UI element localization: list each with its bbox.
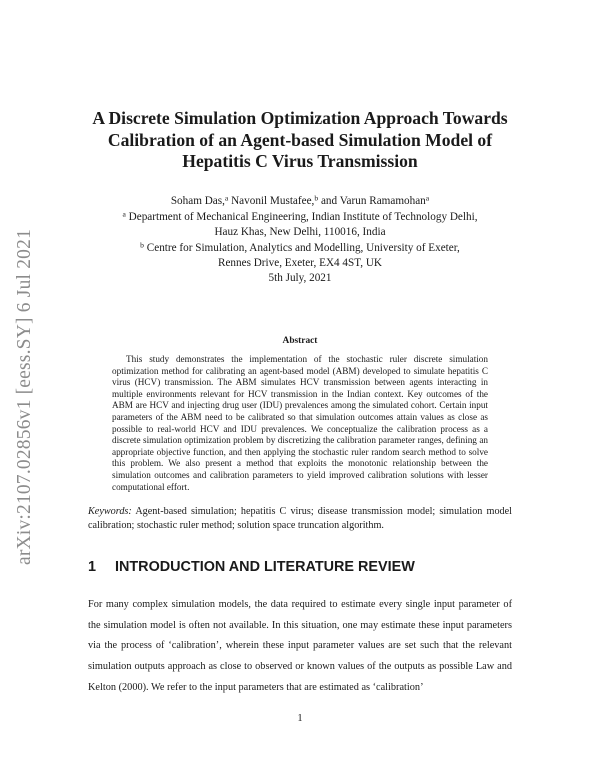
keywords: [88, 505, 512, 533]
section-heading: [88, 559, 512, 575]
affiliation-marker: a: [224, 193, 229, 203]
section-title: INTRODUCTION AND LITERATURE REVIEW: [115, 559, 415, 575]
affiliation-a-line2: Hauz Khas, New Delhi, 110016, India: [214, 226, 386, 238]
affiliation-text: Department of Mechanical Engineering, Indian Institute of Technology Delhi,: [128, 210, 478, 223]
affiliation-text: Centre for Simulation, Analytics and Modelling, University of Exeter,: [146, 241, 460, 254]
paper-title: [88, 108, 512, 173]
author-block: [88, 194, 512, 272]
affiliation-marker: a: [425, 193, 430, 203]
paper-date: 5th July, 2021: [268, 272, 332, 284]
intro-paragraph: For many complex simulation models, the data required to estimate every single input parameter of the simulation model is often not available. In this situation, one may estimate these input parameters via the process of ‘calibration’, wherein these input parameter values are set such that the relevant simulation outputs approach as close to observed or known values of the outputs as possible Law and Kelton (2000). We refer to the input parameters that are estimated as ‘calibration’: [88, 599, 512, 693]
affiliation-marker: a: [122, 209, 126, 219]
author-name: Navonil Mustafee,: [231, 195, 315, 207]
affiliation-b: [88, 241, 512, 257]
author-name: Soham Das,: [170, 195, 225, 207]
keywords-text: Agent-based simulation; hepatitis C virus; disease transmission model; simulation model calibration; stochastic ruler method; solution space truncation algorithm.: [88, 506, 512, 531]
affiliation-a: [88, 210, 512, 226]
author-name: and Varun Ramamohan: [320, 195, 426, 207]
abstract-heading: Abstract: [282, 336, 318, 346]
arxiv-identifier: arXiv:2107.02856v1 [eess.SY] 6 Jul 2021: [14, 228, 35, 565]
keywords-label: Keywords:: [88, 506, 132, 517]
section-number: 1: [88, 559, 97, 575]
affiliation-marker: b: [140, 240, 144, 250]
title-line: Hepatitis C Virus Transmission: [182, 151, 418, 171]
title-line: A Discrete Simulation Optimization Approach Towards: [92, 108, 508, 128]
abstract-body: This study demonstrates the implementation of the stochastic ruler discrete simulation optimization method for calibrating an agent-based model (ABM) developed to simulate hepatitis C virus (HCV) transmission. The ABM simulates HCV transmission between agents interacting in multiple environments relevant for HCV transmission in the Indian context. Key outcomes of the ABM are HCV and injecting drug user (IDU) prevalences among the simulated cohort. Certain input parameters of the ABM need to be calibrated so that simulation outcomes attain values as close as possible to real-world HCV and IDU prevalences. We conceptualize the calibration process as a discrete simulation optimization problem by discretizing the calibration parameter ranges, defining an appropriate objective function, and then applying the stochastic ruler random search method to solve this problem. We also present a method that exploits the monotonic relationship between the simulation outcomes and calibration parameters to yield improved calibration solutions with lesser computational effort.: [112, 354, 488, 492]
affiliation-marker: b: [314, 193, 319, 203]
page-number: 1: [297, 713, 303, 724]
affiliation-b-line2: Rennes Drive, Exeter, EX4 4ST, UK: [217, 257, 382, 269]
author-list: [88, 194, 512, 210]
title-line: Calibration of an Agent-based Simulation Model of: [107, 129, 493, 150]
